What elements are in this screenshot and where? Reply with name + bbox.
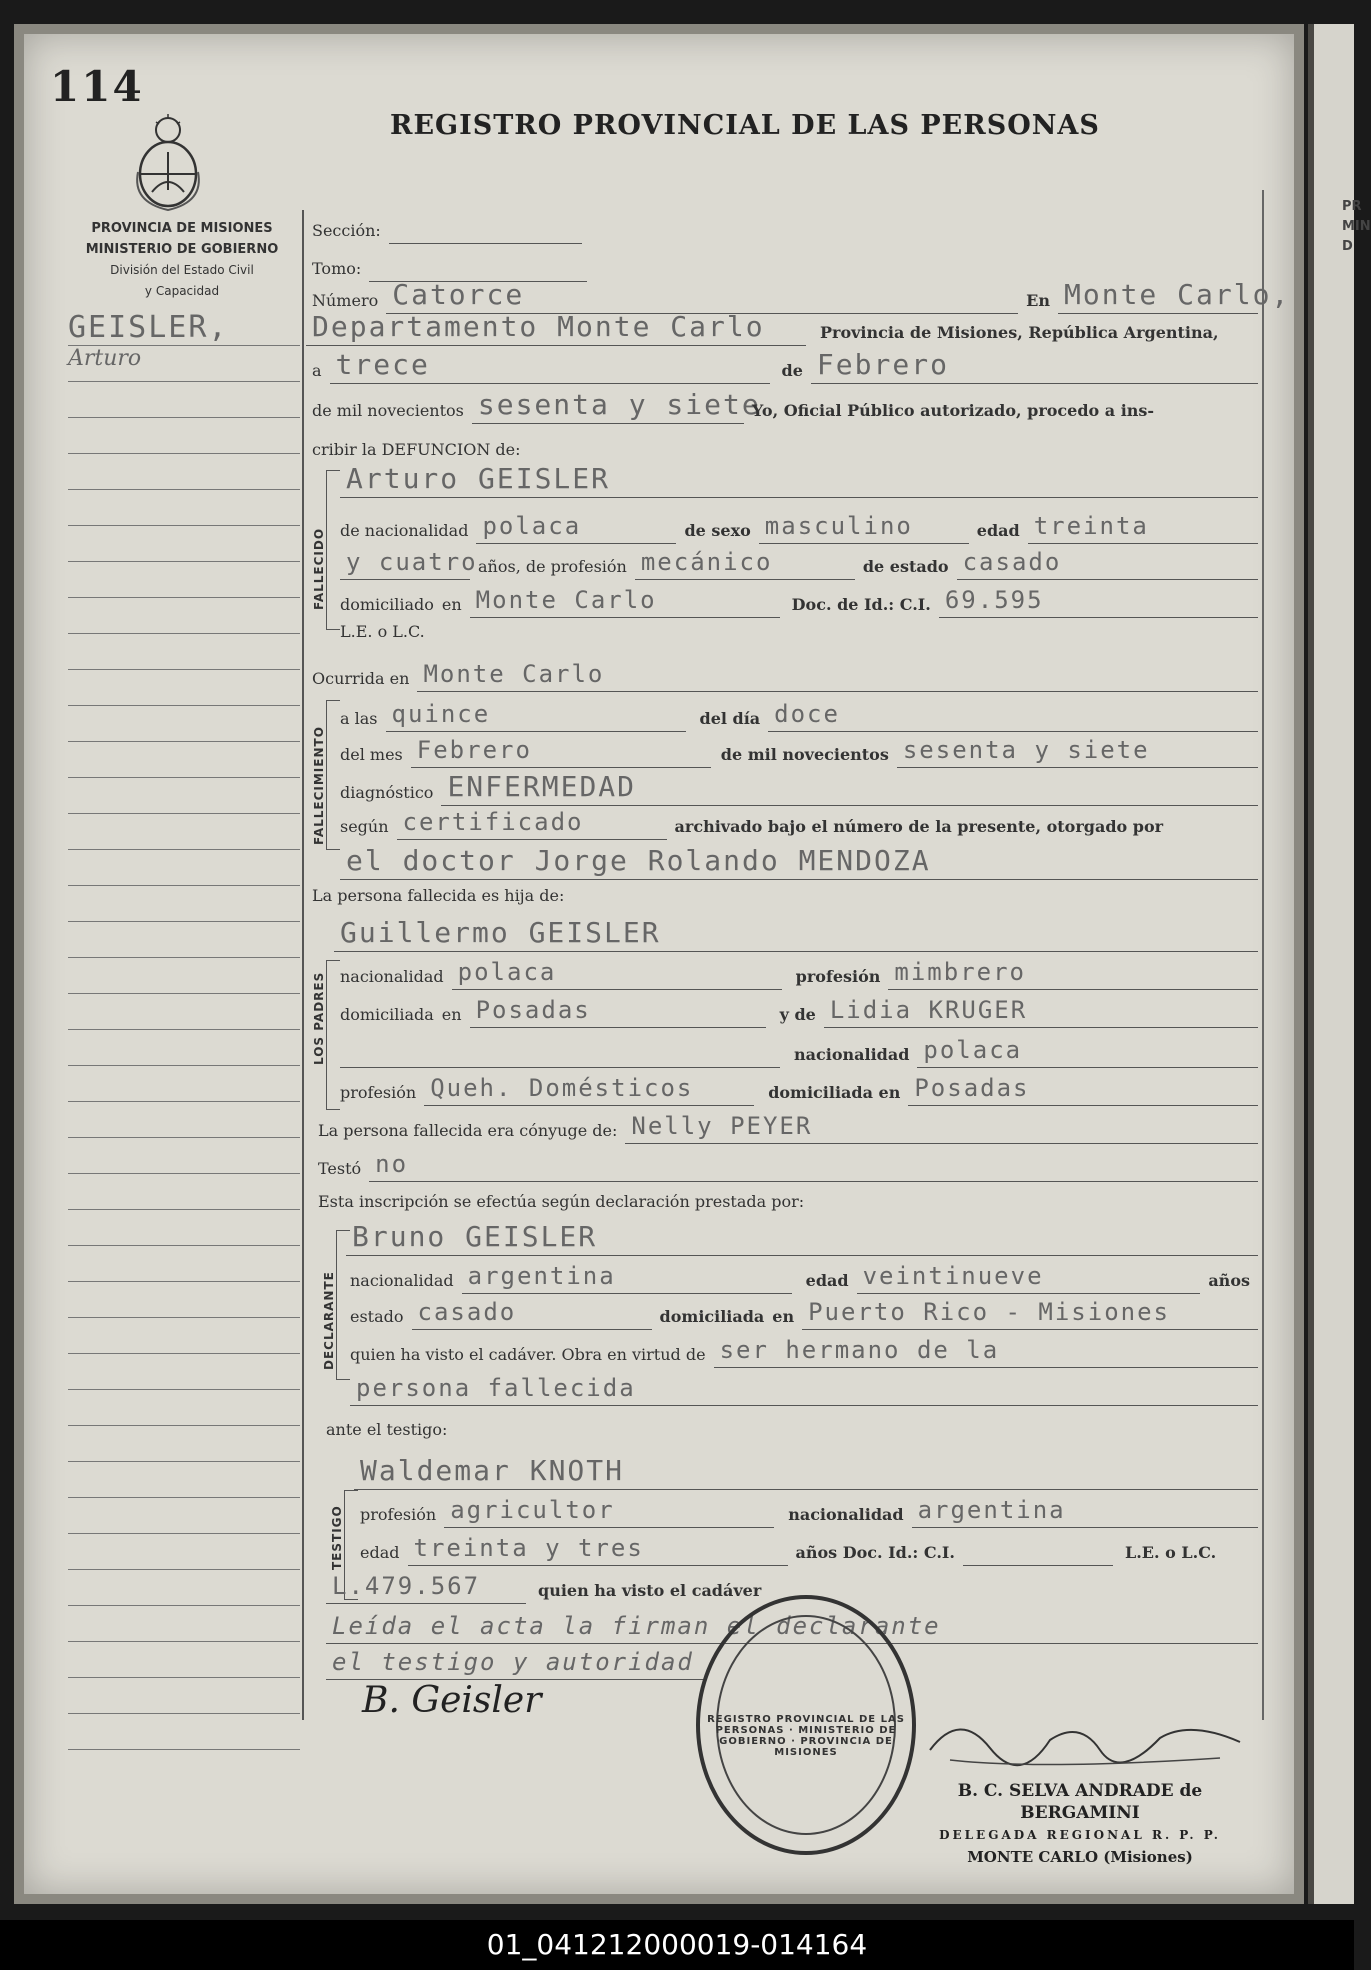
testigo-edad-row: edad treinta y tres años Doc. Id.: C.I. L.E. o L.C. [360,1534,1258,1566]
hija-row: La persona fallecida es hija de: [312,886,565,905]
fecha-row: a trece de Febrero [312,348,1258,384]
fallecido-dom-row: domiciliado en Monte Carlo Doc. de Id.: C.I. 69.595 [340,586,1258,618]
place-value: Monte Carlo, [1058,278,1258,314]
coat-of-arms-icon [132,112,204,212]
document-title: REGISTRO PROVINCIAL DE LAS PERSONAS [390,110,1100,141]
ante-testigo-row: ante el testigo: [326,1420,448,1439]
hora-row: a las quince del día doce [340,700,1258,732]
nota2-row: el testigo y autoridad [326,1648,706,1680]
margin-notes [68,310,300,1750]
departamento-value: Departamento Monte Carlo [306,310,806,346]
officer-place: MONTE CARLO (Misiones) [967,1848,1193,1866]
testigo-prof-row: profesión agricultor nacionalidad argentina [360,1496,1258,1528]
officer-signature-icon [920,1700,1250,1780]
departamento-row: Departamento Monte Carlo Provincia de Misiones, República Argentina, [306,310,1258,346]
officer-title: DELEGADA REGIONAL R. P. P. [939,1828,1221,1842]
image-id-caption: 01_041212000019-014164 [0,1920,1354,1970]
seccion-row: Sección: [312,212,582,244]
deceased-name: Arturo GEISLER [340,462,1258,498]
madre-nac-row: nacionalidad polaca [340,1036,1258,1068]
fallecido-bracket [326,470,340,630]
adjacent-page-edge: PR MIN D [1308,24,1354,1904]
right-border [1262,190,1264,1720]
testo-row: Testó no [318,1150,1258,1182]
ocurrida-row: Ocurrida en Monte Carlo [312,660,1258,692]
fallecido-prof-row: y cuatro años, de profesión mecánico de estado casado [340,548,1258,580]
officer-block [910,1780,1250,1868]
diagnostico-row: diagnóstico ENFERMEDAD [340,770,1258,806]
anio-row: de mil novecientos sesenta y siete Yo, Oficial Público autorizado, procedo a ins- [312,388,1258,424]
numero-row: Número Catorce En Monte Carlo, [312,278,1258,314]
margin-surname: GEISLER, [68,310,300,346]
declaracion-row: Esta inscripción se efectúa según declaración prestada por: [318,1192,805,1211]
month-value: Febrero [811,348,1258,384]
fallecido-section-label: FALLECIDO [312,527,326,610]
testigo-section-label: TESTIGO [330,1505,344,1570]
tomo-row: Tomo: [312,250,587,282]
office-line: MINISTERIO DE GOBIERNO [85,242,279,257]
segun-row: según certificado archivado bajo el número de la presente, otorgado por [340,808,1258,840]
office-line: PROVINCIA DE MISIONES [91,221,273,236]
officer-name: B. C. SELVA ANDRADE de BERGAMINI [957,1781,1203,1823]
fallecimiento-section-label: FALLECIMIENTO [312,726,326,845]
declarante-virtud-row: quien ha visto el cadáver. Obra en virtud de ser hermano de la [350,1336,1258,1368]
year-value: sesenta y siete [472,388,744,424]
margin-divider [302,210,304,1720]
issuing-office [62,218,302,302]
padre-nac-row: nacionalidad polaca profesión mimbrero [340,958,1258,990]
day-value: trece [330,348,770,384]
declarante-dom-row: estado casado domiciliada en Puerto Rico - Misiones [350,1298,1258,1330]
padres-bracket [326,960,340,1110]
padres-section-label: LOS PADRES [312,971,326,1065]
declarante-nac-row: nacionalidad argentina edad veintinueve años [350,1262,1258,1294]
testigo-name-row: Waldemar KNOTH [354,1454,1258,1490]
fallecido-name-row [340,462,1258,498]
madre-prof-row: profesión Queh. Domésticos domiciliada en Posadas [340,1074,1258,1106]
inscribir-row: cribir la DEFUNCION de: [312,440,521,459]
declarante-virtud2-row: persona fallecida [350,1374,1258,1406]
mes-row: del mes Febrero de mil novecientos sesenta y siete [340,736,1258,768]
declarante-section-label: DECLARANTE [322,1271,336,1370]
fallecido-nac-row: de nacionalidad polaca de sexo masculino edad treinta [340,512,1258,544]
padre-dom-row: domiciliada en Posadas y de Lidia KRUGER [340,996,1258,1028]
padre-name-row: Guillermo GEISLER [334,916,1258,952]
numero-value: Catorce [386,278,1018,314]
conyuge-row: La persona fallecida era cónyuge de: Nelly PEYER [318,1112,1258,1144]
fallecido-le-row: L.E. o L.C. [340,622,425,641]
margin-given-name: Arturo [68,346,300,382]
folio-number: 114 [50,62,144,111]
fallecimiento-bracket [326,700,340,850]
testigo-doc-row: L.479.567 quien ha visto el cadáver [326,1572,826,1604]
doctor-row: el doctor Jorge Rolando MENDOZA [340,844,1258,880]
office-line: División del Estado Civil [110,263,254,277]
declarant-signature: B. Geisler [362,1680,542,1721]
declarante-name-row: Bruno GEISLER [346,1220,1258,1256]
office-line: y Capacidad [144,284,220,298]
official-seal: REGISTRO PROVINCIAL DE LAS PERSONAS · MINISTERIO DE GOBIERNO · PROVINCIA DE MISIONES [696,1595,916,1855]
nota-row: Leída el acta la firman el declarante [326,1612,1258,1644]
